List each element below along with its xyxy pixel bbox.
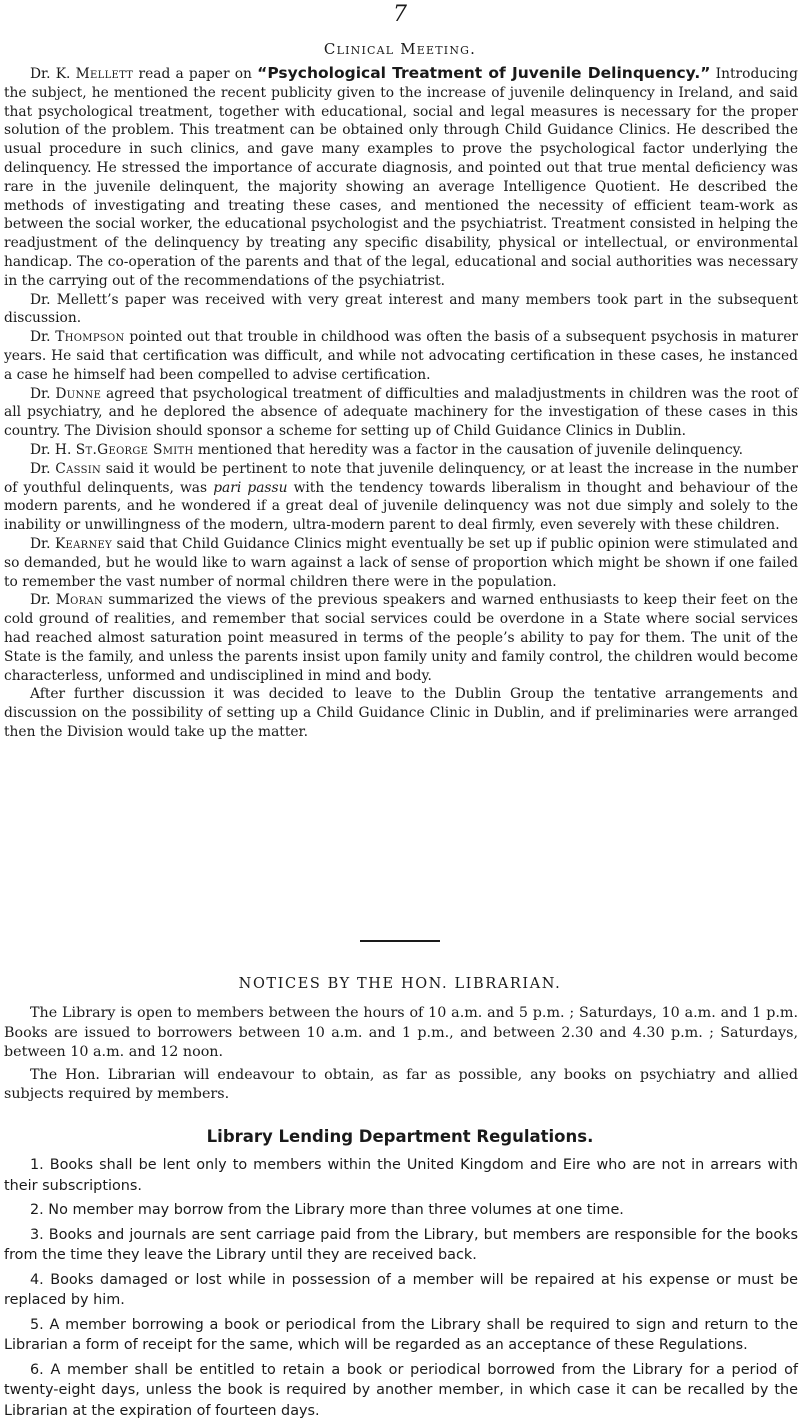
clinical-meeting-heading: Clinical Meeting. (323, 40, 477, 58)
speaker-name: Mellett (75, 66, 134, 82)
speaker-text: mentioned that heredity was a factor in the causation of juvenile delinquency. (197, 441, 744, 458)
speaker-text: said it would be pertinent to note that juvenile delinquency, or at least the increase in the number of youthful delinquents, was (4, 460, 798, 496)
regulation-item: 3. Books and journals are sent carriage paid from the Library, but members are responsible for the books from the time they leave the Library until they are received back. (4, 1226, 798, 1263)
paragraph-dunne (4, 385, 798, 441)
speaker-prefix: Dr. K. (30, 66, 71, 82)
speaker-name: Cassin (55, 460, 102, 477)
clinical-meeting-section (4, 64, 798, 742)
paragraph-thompson (4, 328, 798, 384)
speaker-prefix: Dr. (30, 460, 51, 477)
speaker-name: Kearney (54, 535, 113, 552)
speaker-text: summarized the views of the previous speakers and warned enthusiasts to keep their feet on the cold ground of realities, and remember that social services could be overdone in a State where social services had reached almost saturation point measured in terms of the people’s ability to pay for them. The unit of the State is the family, and unless the parents insist upon family unity and family control, the children would become characterless, unformed and undisciplined in mind and body. (4, 592, 798, 684)
notices-section (4, 1004, 798, 1108)
speaker-prefix: Dr. H. (30, 441, 72, 458)
speaker-prefix: Dr. (30, 385, 51, 402)
paragraph-cassin (4, 460, 798, 535)
paragraph-smith (4, 441, 798, 460)
page-number: 7 (393, 2, 407, 27)
regulation-item: 5. A member borrowing a book or periodical from the Library shall be required to sign and return to the Librarian a form of receipt for the same, which will be regarded as an acceptance of these Regulations. (4, 1316, 798, 1353)
latin-phrase: pari passu (213, 479, 288, 496)
regulations-heading: Library Lending Department Regulations. (206, 1127, 594, 1146)
speaker-text: said that Child Guidance Clinics might eventually be set up if public opinion were stimulated and so demanded, but he would like to warn against a lack of sense of proportion which might be shown if one failed to remember the vast number of normal children there were in the population. (4, 535, 798, 590)
paragraph-reception: Dr. Mellett’s paper was received with very great interest and many members took part in the subsequent discussion. (4, 291, 798, 327)
speaker-prefix: Dr. (30, 535, 51, 552)
intro-verb: read a paper on (138, 66, 252, 82)
speaker-name: St.George Smith (75, 441, 194, 458)
speaker-prefix: Dr. (30, 329, 51, 346)
section-divider (360, 940, 440, 942)
regulations-list (4, 1155, 798, 1425)
notice-hours: The Library is open to members between the hours of 10 a.m. and 5 p.m. ; Saturdays, 10 a.m. and 1 p.m. Books are issued to borrowers between 10 a.m. and 1 p.m., and between 2.30 and 4.30 p.m. ; Saturdays, between 10 a.m. and 12 noon. (4, 1005, 798, 1060)
regulation-item: 6. A member shall be entitled to retain a book or periodical borrowed from the Library for a period of twenty-eight days, unless the book is required by another member, in which case it can be recalled by the Librarian at the expiration of fourteen days. (4, 1361, 798, 1419)
speaker-name: Dunne (55, 385, 102, 402)
paper-title: “Psychological Treatment of Juvenile Delinquency.” (257, 64, 711, 82)
speaker-text: pointed out that trouble in childhood was often the basis of a subsequent psychosis in maturer years. He said that certification was difficult, and while not advocating certification in these cases, he instanced a case he himself had been compelled to advise certification. (4, 329, 798, 383)
paragraph-conclusion: After further discussion it was decided to leave to the Dublin Group the tentative arrangements and discussion on the possibility of setting up a Child Guidance Clinic in Dublin, and if preliminaries were arranged then the Division would take up the matter. (4, 686, 798, 740)
regulation-item: 1. Books shall be lent only to members within the United Kingdom and Eire who are not in arrears with their subscriptions. (4, 1157, 798, 1194)
regulation-item: 4. Books damaged or lost while in possession of a member will be repaired at his expense or must be replaced by him. (4, 1271, 798, 1308)
speaker-prefix: Dr. (30, 592, 51, 609)
speaker-name: Moran (55, 592, 104, 609)
intro-paragraph (4, 64, 798, 291)
paragraph-moran (4, 591, 798, 685)
speaker-name: Thompson (55, 329, 125, 346)
paragraph-kearney (4, 535, 798, 591)
notices-heading: NOTICES BY THE HON. LIBRARIAN. (238, 976, 562, 992)
intro-body: Introducing the subject, he mentioned the recent publicity given to the increase of juvenile delinquency in Ireland, and said that psychological treatment, together with educational, social and legal measures is necessary for the proper solution of the problem. This treatment can be obtained only through Child Guidance Clinics. He described the usual procedure in such clinics, and gave many examples to prove the psychological factor underlying the delinquency. He stressed the importance of accurate diagnosis, and pointed out that true mental deficiency was rare in the juvenile delinquent, the majority showing an average Intelligence Quotient. He described the methods of investigating and treating these cases, and mentioned the necessity of efficient team-work as between the social worker, the educational psychologist and the psychiatrist. Treatment consisted in helping the readjustment of the delinquency by treating any specific disability, physical or intellectual, or environmental handicap. The co-operation of the parents and that of the legal, educational and social authorities was necessary in the carrying out of the recommendations of the psychiatrist. (4, 66, 799, 289)
speaker-text: agreed that psychological treatment of difficulties and maladjustments in children was the root of all psychiatry, and he deplored the absence of adequate machinery for the investigation of these cases in this country. The Division should sponsor a scheme for setting up of Child Guidance Clinics in Dublin. (4, 385, 799, 440)
regulation-item: 2. No member may borrow from the Library more than three volumes at one time. (30, 1202, 624, 1218)
notice-books: The Hon. Librarian will endeavour to obtain, as far as possible, any books on psychiatry and allied subjects required by members. (4, 1066, 798, 1102)
speaker-text-continued: with the tendency towards liberalism in thought and behaviour of the modern parents, and he wondered if a great deal of juvenile delinquency was not due simply and solely to the inability or unwillingness of the modern, ultra-modern parent to deal firmly, even severely with these children. (4, 479, 798, 534)
